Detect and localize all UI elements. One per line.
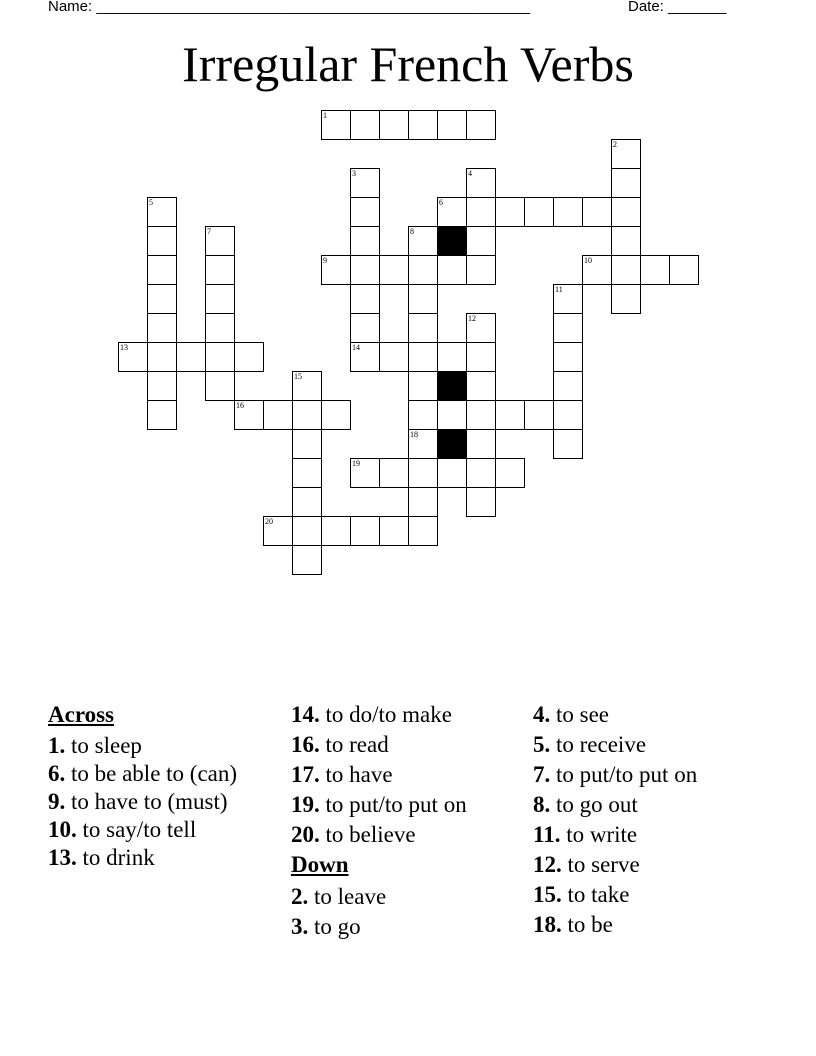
- crossword-cell[interactable]: [408, 371, 438, 401]
- crossword-cell[interactable]: [408, 313, 438, 343]
- clue-item: [48, 732, 278, 759]
- crossword-cell[interactable]: [408, 400, 438, 430]
- crossword-cell[interactable]: [350, 168, 380, 198]
- clue-item: [533, 820, 783, 850]
- crossword-cell[interactable]: [205, 284, 235, 314]
- clue-number-label: 8.: [533, 792, 551, 817]
- crossword-cell[interactable]: [437, 255, 467, 285]
- crossword-cell[interactable]: [350, 313, 380, 343]
- clue-number: 8: [410, 227, 414, 236]
- crossword-cell[interactable]: [147, 284, 177, 314]
- crossword-cell[interactable]: [553, 429, 583, 459]
- crossword-cell[interactable]: [321, 400, 351, 430]
- crossword-cell[interactable]: [379, 110, 409, 140]
- crossword-cell[interactable]: [466, 110, 496, 140]
- name-field[interactable]: Name: ____________________________________________________: [48, 0, 531, 15]
- crossword-cell[interactable]: [234, 400, 264, 430]
- crossword-cell[interactable]: [408, 429, 438, 459]
- clue-item: [533, 910, 783, 940]
- crossword-cell[interactable]: [611, 284, 641, 314]
- clue-number: 12: [468, 314, 476, 323]
- crossword-cell[interactable]: [408, 458, 438, 488]
- clue-number: 14: [352, 343, 360, 352]
- crossword-block: [437, 429, 467, 459]
- clue-text: to put/to put on: [550, 762, 698, 787]
- clue-number-label: 14.: [291, 702, 320, 727]
- crossword-cell[interactable]: [350, 110, 380, 140]
- crossword-cell[interactable]: [408, 226, 438, 256]
- crossword-cell[interactable]: [553, 371, 583, 401]
- clue-number: 18: [410, 430, 418, 439]
- crossword-cell[interactable]: [176, 342, 206, 372]
- clue-text: to go: [308, 914, 361, 939]
- crossword-cell[interactable]: [466, 487, 496, 517]
- crossword-cell[interactable]: [147, 400, 177, 430]
- crossword-cell[interactable]: [553, 284, 583, 314]
- crossword-cell[interactable]: [321, 110, 351, 140]
- crossword-cell[interactable]: [466, 168, 496, 198]
- clue-item: [533, 880, 783, 910]
- clue-number: 1: [323, 111, 327, 120]
- clue-item: [533, 850, 783, 880]
- crossword-cell[interactable]: [147, 313, 177, 343]
- crossword-cell[interactable]: [408, 284, 438, 314]
- crossword-cell[interactable]: [466, 313, 496, 343]
- clue-text: to say/to tell: [76, 817, 197, 842]
- clue-text: to see: [550, 702, 610, 727]
- crossword-cell[interactable]: [495, 458, 525, 488]
- crossword-cell[interactable]: [263, 400, 293, 430]
- crossword-cell[interactable]: [495, 400, 525, 430]
- crossword-cell[interactable]: [234, 342, 264, 372]
- clue-number-label: 7.: [533, 762, 551, 787]
- clue-number-label: 15.: [533, 882, 562, 907]
- clue-text: to be: [561, 912, 613, 937]
- clue-item: [291, 820, 526, 850]
- clue-number-label: 12.: [533, 852, 562, 877]
- clue-number: 6: [439, 198, 443, 207]
- clue-item: [291, 730, 526, 760]
- clue-item: [533, 730, 783, 760]
- crossword-cell[interactable]: [524, 197, 554, 227]
- clue-item: [48, 844, 278, 871]
- clue-number-label: 20.: [291, 822, 320, 847]
- crossword-cell[interactable]: [408, 255, 438, 285]
- clue-number-label: 17.: [291, 762, 320, 787]
- crossword-cell[interactable]: [147, 197, 177, 227]
- clue-number-label: 13.: [48, 845, 77, 870]
- crossword-cell[interactable]: [669, 255, 699, 285]
- down-heading: Down: [291, 852, 349, 877]
- clue-item: [291, 790, 526, 820]
- crossword-block: [437, 226, 467, 256]
- crossword-cell[interactable]: [321, 516, 351, 546]
- crossword-cell[interactable]: [292, 458, 322, 488]
- clue-number: 15: [294, 372, 302, 381]
- crossword-cell[interactable]: [292, 516, 322, 546]
- crossword-cell[interactable]: [553, 313, 583, 343]
- clue-text: to put/to put on: [319, 792, 467, 817]
- crossword-cell[interactable]: [292, 400, 322, 430]
- crossword-cell[interactable]: [350, 458, 380, 488]
- clue-item: [48, 788, 278, 815]
- crossword-cell[interactable]: [408, 110, 438, 140]
- crossword-cell[interactable]: [350, 516, 380, 546]
- clue-item: [533, 700, 783, 730]
- crossword-cell[interactable]: [495, 197, 525, 227]
- clue-text: to sleep: [65, 733, 142, 758]
- crossword-cell[interactable]: [466, 400, 496, 430]
- clue-number-label: 16.: [291, 732, 320, 757]
- clue-item: [533, 760, 783, 790]
- crossword-cell[interactable]: [611, 139, 641, 169]
- clue-number-label: 6.: [48, 761, 66, 786]
- clue-number-label: 1.: [48, 733, 66, 758]
- crossword-cell[interactable]: [582, 255, 612, 285]
- crossword-cell[interactable]: [147, 255, 177, 285]
- crossword-cell[interactable]: [350, 342, 380, 372]
- crossword-cell[interactable]: [147, 342, 177, 372]
- clue-text: to read: [319, 732, 389, 757]
- crossword-cell[interactable]: [611, 226, 641, 256]
- crossword-cell[interactable]: [437, 110, 467, 140]
- clues-column-3: [533, 700, 783, 940]
- clue-number: 20: [265, 517, 273, 526]
- crossword-block: [437, 371, 467, 401]
- clue-number-label: 5.: [533, 732, 551, 757]
- crossword-cell[interactable]: [611, 255, 641, 285]
- crossword-cell[interactable]: [263, 516, 293, 546]
- crossword-cell[interactable]: [640, 255, 670, 285]
- crossword-cell[interactable]: [379, 255, 409, 285]
- clue-text: to drink: [76, 845, 155, 870]
- crossword-cell[interactable]: [321, 255, 351, 285]
- crossword-cell[interactable]: [205, 342, 235, 372]
- clue-number: 11: [555, 285, 563, 294]
- crossword-cell[interactable]: [350, 255, 380, 285]
- clue-number: 2: [613, 140, 617, 149]
- clue-text: to write: [560, 822, 638, 847]
- crossword-cell[interactable]: [611, 168, 641, 198]
- crossword-cell[interactable]: [350, 226, 380, 256]
- clue-number: 7: [207, 227, 211, 236]
- clue-number: 5: [149, 198, 153, 207]
- crossword-cell[interactable]: [437, 342, 467, 372]
- crossword-cell[interactable]: [408, 516, 438, 546]
- clue-item: [291, 882, 526, 912]
- crossword-cell[interactable]: [408, 487, 438, 517]
- crossword-cell[interactable]: [147, 226, 177, 256]
- crossword-cell[interactable]: [350, 284, 380, 314]
- crossword-cell[interactable]: [350, 197, 380, 227]
- crossword-cell[interactable]: [466, 429, 496, 459]
- clue-text: to receive: [550, 732, 647, 757]
- across-heading: Across: [48, 702, 115, 727]
- clue-item: [291, 912, 526, 942]
- clue-number: 4: [468, 169, 472, 178]
- clue-text: to leave: [308, 884, 387, 909]
- clue-number: 3: [352, 169, 356, 178]
- crossword-cell[interactable]: [466, 342, 496, 372]
- clue-text: to believe: [319, 822, 416, 847]
- date-field[interactable]: Date: _______: [628, 0, 727, 15]
- crossword-cell[interactable]: [205, 371, 235, 401]
- crossword-cell[interactable]: [205, 226, 235, 256]
- crossword-cell[interactable]: [466, 371, 496, 401]
- crossword-cell[interactable]: [379, 516, 409, 546]
- clue-number-label: 11.: [533, 822, 561, 847]
- clues-column-1: [48, 700, 278, 872]
- clue-text: to go out: [550, 792, 638, 817]
- crossword-cell[interactable]: [205, 313, 235, 343]
- crossword-cell[interactable]: [553, 400, 583, 430]
- clue-number-label: 10.: [48, 817, 77, 842]
- clue-number-label: 19.: [291, 792, 320, 817]
- crossword-cell[interactable]: [553, 342, 583, 372]
- clue-item: [291, 700, 526, 730]
- page-title: Irregular French Verbs: [182, 36, 634, 92]
- clue-text: to take: [561, 882, 630, 907]
- clue-text: to have to (must): [65, 789, 228, 814]
- crossword-cell[interactable]: [611, 197, 641, 227]
- crossword-cell[interactable]: [292, 371, 322, 401]
- clue-text: to serve: [561, 852, 640, 877]
- crossword-cell[interactable]: [408, 342, 438, 372]
- clue-number-label: 4.: [533, 702, 551, 727]
- crossword-cell[interactable]: [292, 545, 322, 575]
- crossword-cell[interactable]: [466, 458, 496, 488]
- clue-item: [291, 760, 526, 790]
- crossword-cell[interactable]: [466, 255, 496, 285]
- clue-number: 13: [120, 343, 128, 352]
- crossword-cell[interactable]: [118, 342, 148, 372]
- clue-number: 10: [584, 256, 592, 265]
- clue-number: 9: [323, 256, 327, 265]
- crossword-cell[interactable]: [147, 371, 177, 401]
- crossword-cell[interactable]: [466, 226, 496, 256]
- clue-number-label: 18.: [533, 912, 562, 937]
- clue-number-label: 2.: [291, 884, 309, 909]
- crossword-cell[interactable]: [379, 342, 409, 372]
- clue-item: [48, 816, 278, 843]
- clue-number: 16: [236, 401, 244, 410]
- crossword-cell[interactable]: [292, 487, 322, 517]
- clue-item: [533, 790, 783, 820]
- clue-text: to be able to (can): [65, 761, 238, 786]
- crossword-cell[interactable]: [466, 197, 496, 227]
- crossword-cell[interactable]: [205, 255, 235, 285]
- clue-number-label: 3.: [291, 914, 309, 939]
- clues-column-2: [291, 700, 526, 942]
- crossword-cell[interactable]: [437, 197, 467, 227]
- clue-text: to have: [319, 762, 393, 787]
- clue-text: to do/to make: [319, 702, 452, 727]
- crossword-cell[interactable]: [292, 429, 322, 459]
- clue-item: [48, 760, 278, 787]
- crossword-cell[interactable]: [582, 197, 612, 227]
- crossword-cell[interactable]: [524, 400, 554, 430]
- crossword-cell[interactable]: [553, 197, 583, 227]
- crossword-cell[interactable]: [437, 458, 467, 488]
- clue-number: 19: [352, 459, 360, 468]
- crossword-cell[interactable]: [379, 458, 409, 488]
- clue-number-label: 9.: [48, 789, 66, 814]
